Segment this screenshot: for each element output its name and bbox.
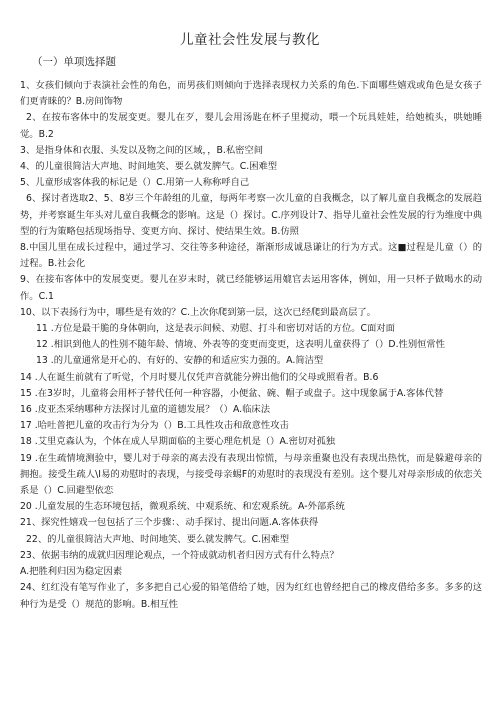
question-item: 10、以下表扬行为中，哪些是有效的？C.上次你爬到第一层，这次已经爬到最高层了。 (20, 306, 376, 318)
question-item: 15 .在3岁时，儿童将会用杯子替代任何一种容器，小便盆、碗、帽子或盘子。这中现象属于A.客体代替 (20, 387, 444, 399)
question-item: 21、探究性嬉戏一包包括了三个步骤：、动手探讨、提出问题.A.客体获得 (20, 517, 319, 529)
question-item: 12 .相识到他人的性别不随年龄、情境、外表等的变更而变更，这表明儿童获得了（）D.性别恒常性 (36, 339, 446, 351)
question-item: 24、红红没有笔写作业了，多多把自己心爱的铅笔借给了她，因为红红也曾经把自己的橡皮借给多多。多多的这种行为是受（）规范的影响。B.相互性 (20, 582, 482, 610)
question-item: 9、在接布客体中的发展变更。婴儿在岁末时，就已经能够运用媲官去运用客体，例如，用一只杯子做喝水的动作。C.1 (20, 274, 482, 302)
question-item: A.把胜利归因为稳定因素 (20, 566, 123, 578)
question-item: 16 .皮亚杰采纳哪种方法探讨儿童的道德发展？（）A.临床法 (20, 404, 271, 416)
question-item: 3、是指身体和衣服、头发以及物之间的区域，，B.私密空间 (20, 144, 264, 156)
question-item: 19 .在生疏情境测验中，婴儿对于母亲的离去没有表现出惊慌，与母亲重聚也没有表现出热忱，而是躲避母亲的拥抱。接受生疏人\I易的劝慰时的表现，与接受母亲蜴F的劝慰时的表现没有差别。这个婴儿对母亲形成的依恋关系是（）C.回避型依恋 (20, 452, 482, 497)
question-item: 5、儿童形成客体我的标记是（）C.用第一人称称呼自己 (20, 177, 250, 189)
question-item: 20 .儿童发展的生态环境包括，微观系统、中观系统、和宏观系统。A-外部系统 (20, 501, 345, 513)
question-item: 23、依据韦纳的成就归因理论观点，一个符成就动机者归因方式有什么特点？ (20, 549, 339, 561)
section-heading: （一）单项选择题 (32, 56, 116, 68)
question-item: 2、在按布客体中的发展变更。婴儿在歹，婴儿会用汤匙在杯子里搅动，喂一个玩具娃娃，给她梳头，哄她睡觉。B.2 (20, 112, 482, 140)
question-list (20, 78, 482, 613)
question-item: 14 .人在诞生前就有了听觉，个月时婴儿仅凭声音就能分辨出他们的父母或照看者。B.6 (20, 371, 379, 383)
question-item: 8.中国儿里在成长过程中，通过学习、交往等多种途径，渐渐形成诚恳谦让的行为方式。这■过程是儿童（）的过程。B.社会化 (20, 242, 482, 270)
question-item: 13 .的儿童通常是开心的、有好的、安静的和适应实力强的。A.简洁型 (36, 355, 324, 367)
page-title: 儿童社会性发展与教化 (180, 32, 320, 48)
question-item: 1、女孩们倾向于表演社会性的角色，而男孩们则倾向于选择表现权力关系的角色.下面哪些嬉戏或角色是女孩子们更青睐的？B.房间饰物 (20, 80, 482, 108)
question-item: 6、探讨者选取2、5、8岁三个年龄组的儿童，每两年考察一次儿童的自我概念，以了解儿童自我概念的发展趋势，并考察诞生年头对儿童自我概念的影响。这是（）探讨。C.序列设计7、指导儿童社会性发展的行为维度中典型的行为策略包括现场指导、变更方向、探讨、使结果生效。B.仿照 (20, 193, 482, 237)
question-item: 4、的儿童很简洁大声地、时间地笑、要么就发脾气。C.困难型 (20, 161, 278, 173)
question-item: 18 .艾里克森认为，个体在成人早期面临的主要心理危机是（）A.密切对孤独 (20, 436, 336, 448)
question-item: 17 .哈吐普把儿童的攻击行为分为（）B.工具性攻击和敌意性攻击 (20, 420, 289, 432)
question-item: 22、的儿童很简洁大声地、时间地笑、要么就发脾气。C.困难型 (26, 533, 289, 545)
question-item: 11 .方位是最干脆的身体朝向，这是表示间候、劝慰、打斗和密切对话的方位。C面对面 (36, 323, 395, 335)
